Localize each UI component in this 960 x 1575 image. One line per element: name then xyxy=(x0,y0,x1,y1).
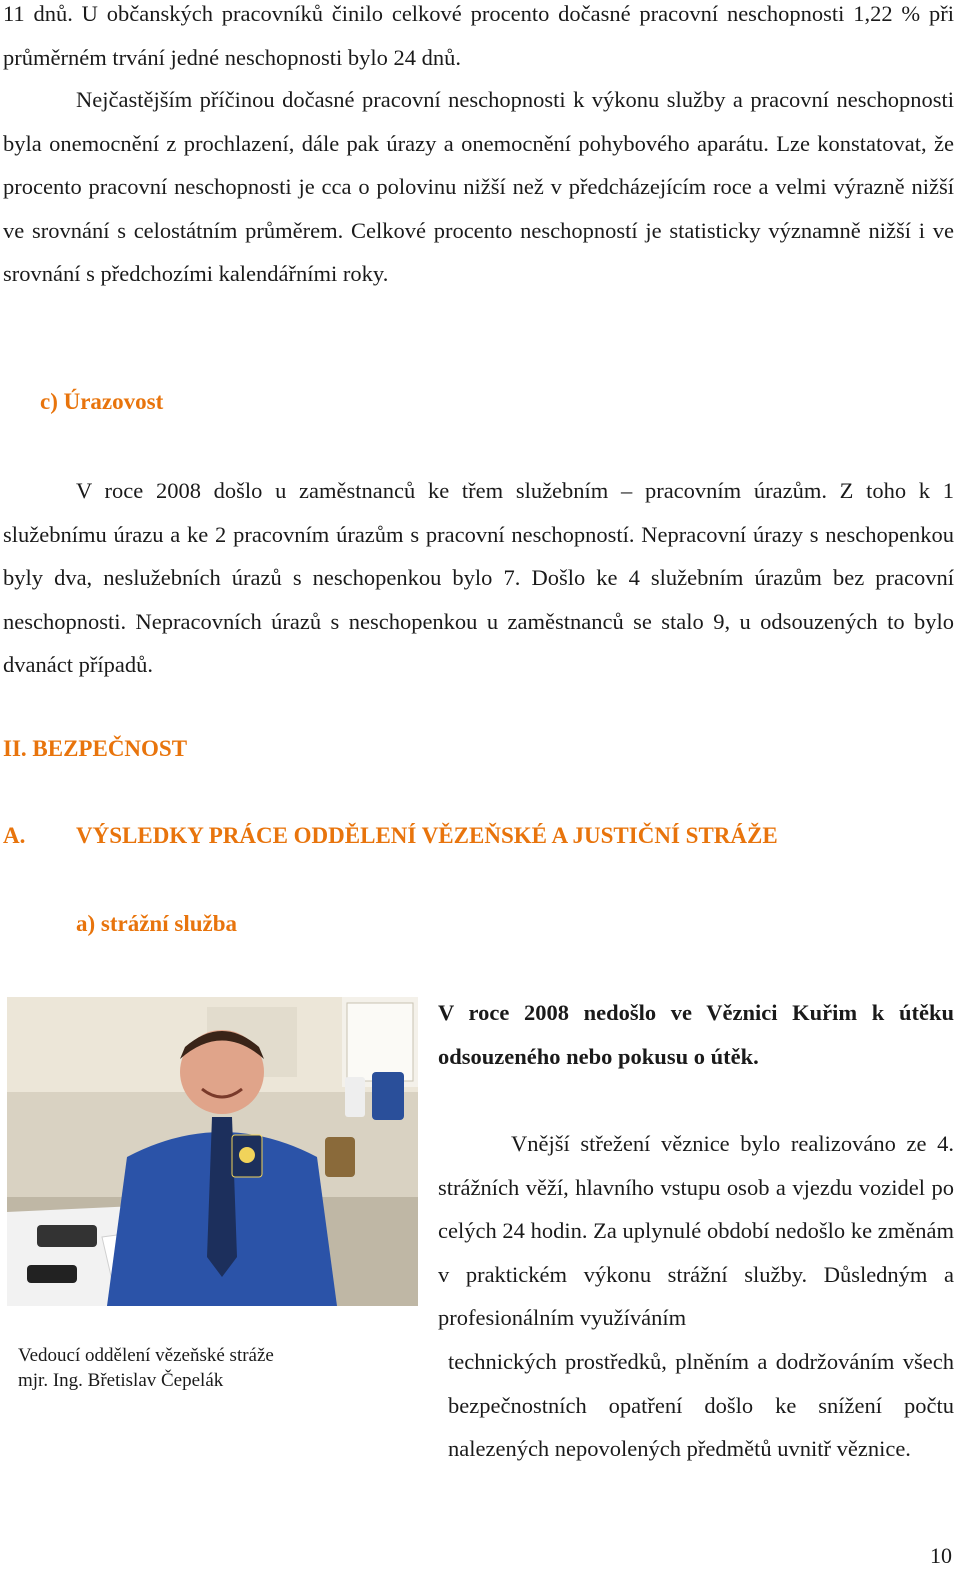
section-a-title: VÝSLEDKY PRÁCE ODDĚLENÍ VĚZEŇSKÉ A JUSTIČNÍ STRÁŽE xyxy=(76,823,778,848)
page-number: 10 xyxy=(930,1543,952,1568)
photo-caption xyxy=(18,1343,274,1393)
section-a-letter: A. xyxy=(3,823,26,848)
photo-caption-line2: mjr. Ing. Břetislav Čepelák xyxy=(18,1370,224,1391)
injuries-paragraph: V roce 2008 došlo u zaměstnanců ke třem služebním – pracovním úrazům. Z toho k 1 služebnímu úrazu a ke 2 pracovním úrazům s pracovní neschopností. Nepracovní úrazy s neschopenkou byly dva, neslužebních úrazů s neschopenkou bylo 7. Došlo ke 4 služebním úrazům bez pracovní neschopnosti. Nepracovních úrazů s neschopenkou u zaměstnanců se stalo 9, u odsouzených to bylo dvanáct případů. xyxy=(3,478,954,678)
guard-paragraph-top: Vnější střežení věznice bylo realizováno ze 4. strážních věží, hlavního vstupu osob a vjezdu vozidel po celých 24 hodin. Za uplynulé období nedošlo ke změnám v praktickém výkonu strážní služby. Důsledným a profesionálním využíváním xyxy=(438,1131,954,1331)
guard-paragraph-bottom: technických prostředků, plněním a dodržováním všech bezpečnostních opatření došlo ke snížení počtu nalezených nepovolených předmětů uvnitř věznice. xyxy=(448,1349,954,1462)
intro-paragraph-1: 11 dnů. U občanských pracovníků činilo celkové procento dočasné pracovní neschopnosti 1,22 % při průměrném trvání jedné neschopnosti bylo 24 dnů. xyxy=(3,1,954,70)
section-ii-heading: II. BEZPEČNOST xyxy=(3,736,188,761)
section-c-heading: c) Úrazovost xyxy=(40,389,164,414)
intro-paragraph-2: Nejčastějším příčinou dočasné pracovní neschopnosti k výkonu služby a pracovní neschopnosti byla onemocnění z prochlazení, dále pak úrazy a onemocnění pohybového aparátu. Lze konstatovat, že procento pracovní neschopnosti je cca o polovinu nižší než v předcházejícím roce a velmi výrazně nižší ve srovnání s celostátním průměrem. Celkové procento neschopností je statisticky významně nižší i ve srovnání s předchozími kalendářními roky. xyxy=(3,87,954,287)
escape-statement: V roce 2008 nedošlo ve Věznici Kuřim k útěku odsouzeného nebo pokusu o útěk. xyxy=(438,1000,954,1069)
officer-photo xyxy=(7,997,418,1306)
subsection-a-heading: a) strážní služba xyxy=(76,911,237,936)
photo-caption-line1: Vedoucí oddělení vězeňské stráže xyxy=(18,1345,274,1366)
